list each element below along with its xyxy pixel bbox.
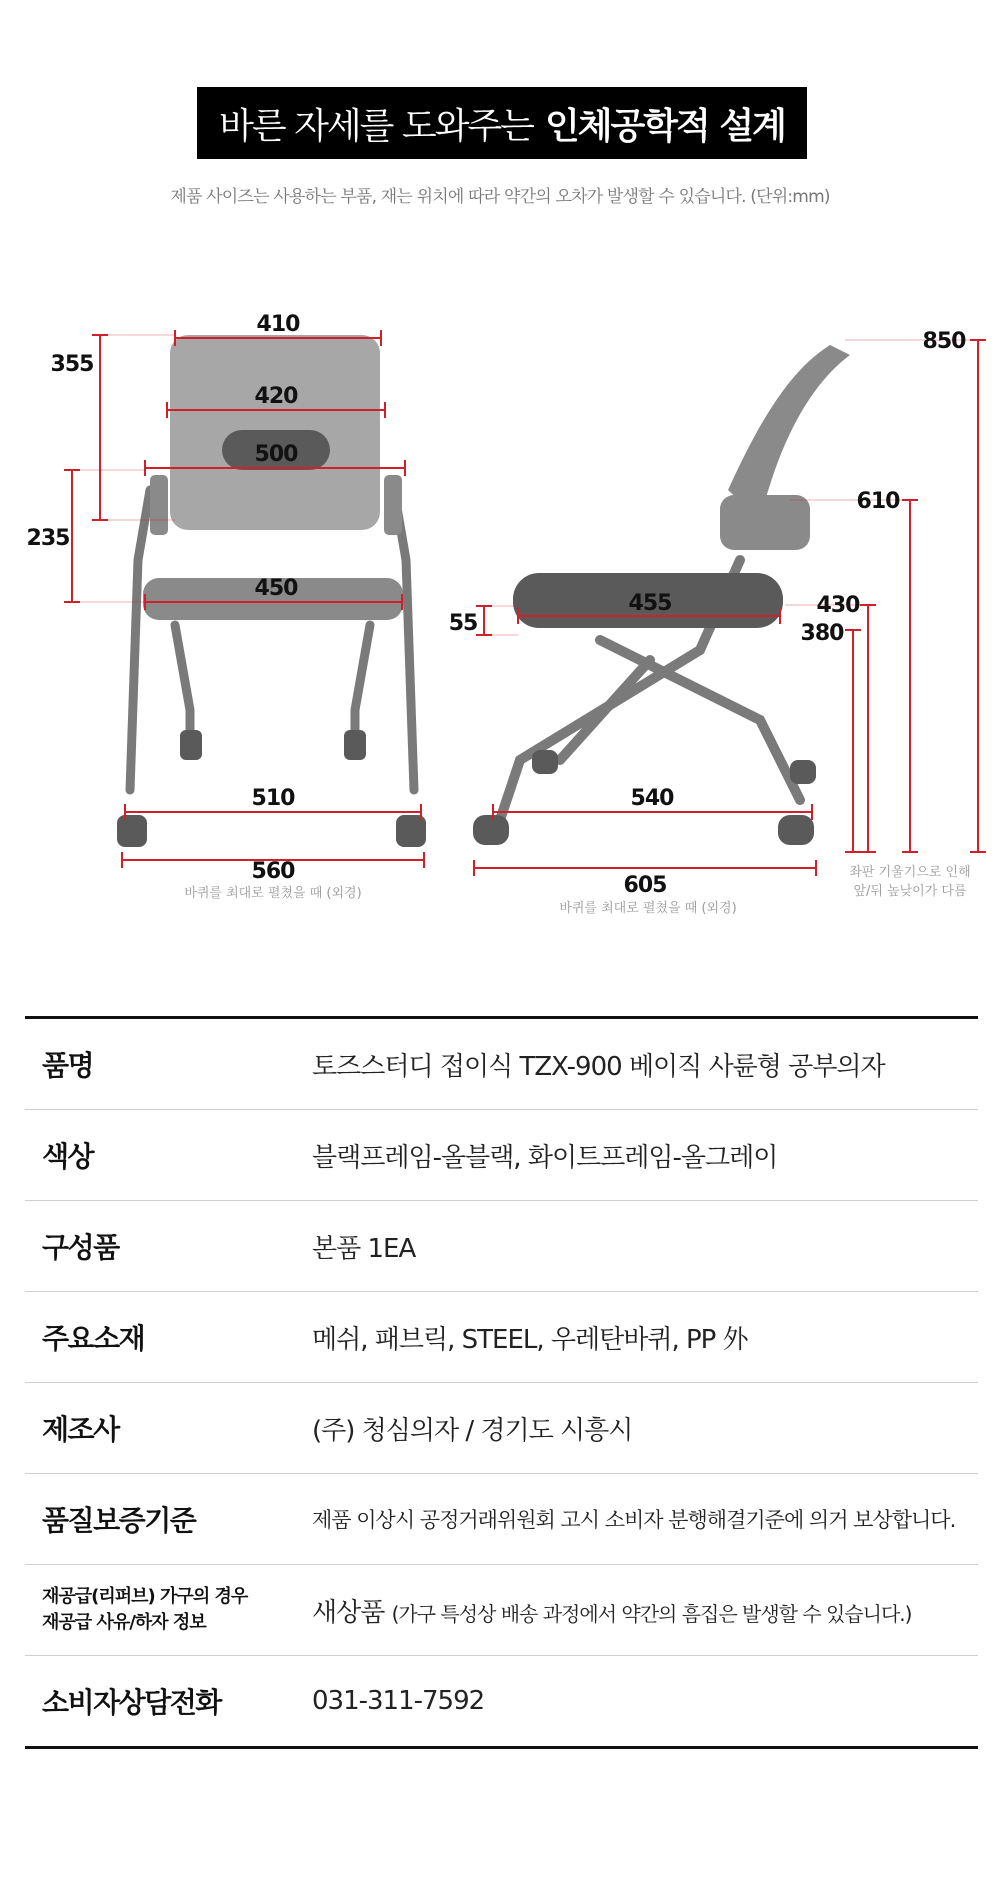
spec-label xyxy=(25,1584,312,1636)
spec-row-color xyxy=(25,1110,978,1201)
spec-value-note: (가구 특성상 배송 과정에서 약간의 흠집은 발생할 수 있습니다.) xyxy=(391,1601,912,1626)
dim-wheel-outer: 560 xyxy=(251,859,295,884)
dim-arm-height: 235 xyxy=(26,526,70,551)
dim-seat-thickness: 55 xyxy=(448,611,478,636)
spec-value-main: 새상품 xyxy=(312,1597,385,1628)
spec-row-phone xyxy=(25,1656,978,1746)
dim-base-inner: 540 xyxy=(630,786,674,811)
headline-bold: 인체공학적 설계 xyxy=(544,105,785,147)
spec-label: 색상 xyxy=(42,1140,94,1173)
dim-seat-width: 450 xyxy=(254,576,298,601)
dim-seat-rear: 380 xyxy=(800,621,844,646)
spec-value: 블랙프레임-올블랙, 화이트프레임-올그레이 xyxy=(312,1142,778,1173)
dim-wheel-inner: 510 xyxy=(251,786,295,811)
spec-label: 소비자상담전화 xyxy=(42,1686,221,1719)
spec-label: 주요소재 xyxy=(42,1322,145,1355)
spec-row-manufacturer xyxy=(25,1383,978,1474)
spec-label: 품명 xyxy=(42,1049,94,1082)
spec-row-warranty xyxy=(25,1474,978,1565)
spec-label: 구성품 xyxy=(42,1231,119,1264)
spec-value: (주) 청심의자 / 경기도 시흥시 xyxy=(312,1415,633,1446)
spec-value: 토즈스터디 접이식 TZX-900 베이직 사륜형 공부의자 xyxy=(312,1051,885,1082)
spec-value: 031-311-7592 xyxy=(312,1686,485,1716)
dim-arm-top: 610 xyxy=(856,489,900,514)
spec-value xyxy=(312,1592,911,1629)
spec-value: 메쉬, 패브릭, STEEL, 우레탄바퀴, PP 外 xyxy=(312,1324,748,1355)
dimension-diagram xyxy=(0,300,1000,940)
spec-label-line2: 재공급 사유/하자 정보 xyxy=(42,1612,206,1633)
spec-value: 본품 1EA xyxy=(312,1233,416,1264)
size-note: 제품 사이즈는 사용하는 부품, 재는 위치에 따라 약간의 오차가 발생할 수 있습니다. (단위:mm) xyxy=(170,187,830,207)
spec-row-components xyxy=(25,1201,978,1292)
front-caption: 바퀴를 최대로 펼쳤을 때 (외경) xyxy=(184,886,362,901)
spec-value: 제품 이상시 공정거래위원회 고시 소비자 분행해결기준에 의거 보상합니다. xyxy=(312,1508,956,1532)
dim-seat-front: 430 xyxy=(816,593,860,618)
spec-label: 품질보증기준 xyxy=(42,1504,196,1537)
tilt-note-line1: 좌판 기울기으로 인해 xyxy=(849,865,971,880)
spec-row-material xyxy=(25,1292,978,1383)
dim-back-width: 410 xyxy=(256,312,300,337)
spec-label-line1: 재공급(리퍼브) 가구의 경우 xyxy=(42,1586,248,1607)
spec-row-refurb xyxy=(25,1565,978,1656)
side-caption: 바퀴를 최대로 펼쳤을 때 (외경) xyxy=(559,901,737,916)
spec-table xyxy=(25,1016,978,1749)
tilt-note-line2: 앞/뒤 높낮이가 다름 xyxy=(853,884,967,899)
headline-light: 바른 자세를 도와주는 xyxy=(219,105,533,147)
headline-banner xyxy=(197,87,807,159)
dim-seat-depth: 455 xyxy=(628,591,672,616)
spec-label: 제조사 xyxy=(42,1413,119,1446)
dim-mesh-width: 420 xyxy=(254,384,298,409)
dim-arm-width: 500 xyxy=(254,442,298,467)
dim-base-outer: 605 xyxy=(623,873,667,898)
spec-row-name xyxy=(25,1019,978,1110)
dim-back-height: 355 xyxy=(50,352,94,377)
dim-total-height: 850 xyxy=(922,329,966,354)
